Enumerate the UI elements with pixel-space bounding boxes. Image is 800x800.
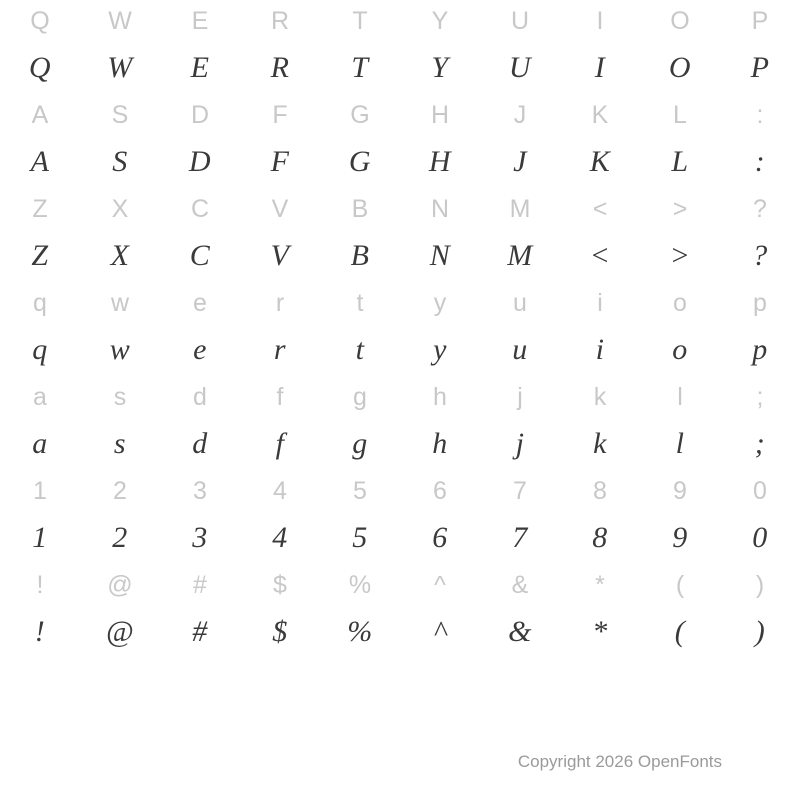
keycap-character: 4 — [273, 476, 287, 505]
glyph-character: p — [752, 333, 768, 366]
glyph-character: S — [112, 145, 128, 178]
keycap-cell — [560, 284, 640, 322]
keycap-character: p — [753, 288, 767, 317]
glyph-cell — [80, 322, 160, 378]
glyph-character: 1 — [32, 521, 48, 554]
keycap-row — [0, 190, 800, 228]
glyph-character: M — [507, 239, 533, 272]
glyph-cell — [400, 322, 480, 378]
keycap-character: e — [193, 288, 207, 317]
keycap-character: ! — [36, 570, 44, 599]
glyph-cell — [240, 134, 320, 190]
glyph-character: 0 — [752, 521, 768, 554]
glyph-cell — [0, 510, 80, 566]
glyph-cell — [560, 322, 640, 378]
keycap-cell — [80, 566, 160, 604]
glyph-cell — [560, 134, 640, 190]
glyph-cell — [480, 604, 560, 660]
glyph-cell — [480, 510, 560, 566]
glyph-cell — [640, 510, 720, 566]
keycap-cell — [480, 378, 560, 416]
keycap-character: I — [596, 6, 604, 35]
glyph-character: T — [351, 51, 369, 84]
keycap-character: X — [111, 194, 129, 223]
glyph-cell — [400, 228, 480, 284]
keycap-row — [0, 472, 800, 510]
glyph-character: K — [589, 145, 611, 178]
keycap-character: t — [356, 288, 364, 317]
keycap-cell — [560, 96, 640, 134]
keycap-character: K — [591, 100, 609, 129]
keycap-cell — [400, 284, 480, 322]
glyph-character: F — [270, 145, 290, 178]
glyph-character: % — [347, 615, 373, 648]
glyph-cell — [240, 416, 320, 472]
glyph-character: i — [595, 333, 605, 366]
keycap-character: 0 — [753, 476, 767, 505]
keycap-character: 1 — [33, 476, 47, 505]
glyph-character: t — [355, 333, 365, 366]
glyph-cell — [720, 40, 800, 96]
glyph-row — [0, 228, 800, 284]
glyph-cell — [560, 40, 640, 96]
keycap-character: 3 — [193, 476, 207, 505]
glyph-character: B — [350, 239, 370, 272]
keycap-cell — [160, 284, 240, 322]
keycap-cell — [480, 96, 560, 134]
keycap-cell — [640, 2, 720, 40]
glyph-character: s — [113, 427, 127, 460]
glyph-character: y — [433, 333, 447, 366]
glyph-character: W — [107, 51, 133, 84]
keycap-character: A — [31, 100, 49, 129]
glyph-character: > — [669, 239, 691, 272]
keycap-cell — [80, 284, 160, 322]
keycap-character: u — [513, 288, 527, 317]
glyph-character: E — [190, 51, 210, 84]
glyph-row — [0, 40, 800, 96]
glyph-character: w — [109, 333, 131, 366]
keycap-character: < — [592, 194, 608, 223]
keycap-character: 2 — [113, 476, 127, 505]
glyph-character: d — [192, 427, 208, 460]
keycap-cell — [0, 378, 80, 416]
glyph-character: h — [432, 427, 448, 460]
glyph-character: P — [750, 51, 770, 84]
keycap-row — [0, 284, 800, 322]
glyph-cell — [720, 416, 800, 472]
keycap-character: S — [111, 100, 129, 129]
keycap-character: 5 — [353, 476, 367, 505]
glyph-cell — [0, 40, 80, 96]
glyph-character: C — [189, 239, 211, 272]
glyph-character: e — [193, 333, 207, 366]
glyph-character: O — [668, 51, 692, 84]
glyph-cell — [0, 416, 80, 472]
glyph-cell — [320, 510, 400, 566]
glyph-character: G — [348, 145, 372, 178]
keycap-character: Q — [30, 6, 50, 35]
glyph-character: @ — [105, 615, 135, 648]
keycap-row — [0, 566, 800, 604]
glyph-cell — [640, 134, 720, 190]
keycap-character: D — [190, 100, 210, 129]
keycap-cell — [400, 2, 480, 40]
keycap-cell — [480, 284, 560, 322]
glyph-character: 5 — [352, 521, 368, 554]
keycap-cell — [160, 2, 240, 40]
glyph-character: J — [513, 145, 527, 178]
glyph-cell — [320, 134, 400, 190]
glyph-character: * — [592, 615, 608, 648]
glyph-cell — [400, 510, 480, 566]
glyph-cell — [640, 604, 720, 660]
glyph-cell — [240, 228, 320, 284]
glyph-cell — [720, 134, 800, 190]
keycap-cell — [320, 378, 400, 416]
keycap-character: $ — [273, 570, 287, 599]
keycap-cell — [320, 284, 400, 322]
glyph-character: U — [508, 51, 532, 84]
keycap-cell — [720, 190, 800, 228]
glyph-cell — [320, 40, 400, 96]
glyph-character: A — [30, 145, 50, 178]
glyph-cell — [80, 40, 160, 96]
glyph-character: ? — [752, 239, 768, 272]
keycap-character: i — [597, 288, 603, 317]
keycap-character: ^ — [434, 570, 446, 599]
glyph-cell — [80, 604, 160, 660]
glyph-character: 8 — [592, 521, 608, 554]
glyph-character: g — [352, 427, 368, 460]
keycap-cell — [320, 96, 400, 134]
glyph-character: k — [593, 427, 607, 460]
keycap-character: : — [756, 100, 764, 129]
glyph-cell — [560, 416, 640, 472]
glyph-character: 2 — [112, 521, 128, 554]
keycap-character: B — [351, 194, 369, 223]
glyph-character: R — [270, 51, 290, 84]
glyph-character: j — [515, 427, 525, 460]
keycap-cell — [640, 566, 720, 604]
glyph-character: ( — [674, 615, 686, 648]
keycap-character: o — [673, 288, 687, 317]
glyph-cell — [480, 322, 560, 378]
glyph-cell — [560, 228, 640, 284]
glyph-character: ) — [754, 615, 766, 648]
keycap-character: & — [511, 570, 529, 599]
keycap-character: E — [191, 6, 209, 35]
keycap-cell — [160, 472, 240, 510]
glyph-cell — [720, 322, 800, 378]
glyph-cell — [160, 134, 240, 190]
glyph-cell — [560, 510, 640, 566]
glyph-character: o — [672, 333, 688, 366]
keycap-cell — [80, 2, 160, 40]
glyph-cell — [240, 322, 320, 378]
copyright-notice: Copyright 2026 OpenFonts — [517, 752, 722, 771]
keycap-cell — [320, 190, 400, 228]
keycap-cell — [0, 472, 80, 510]
glyph-cell — [160, 40, 240, 96]
glyph-cell — [0, 228, 80, 284]
keycap-character: s — [113, 382, 127, 411]
keycap-character: k — [593, 382, 607, 411]
glyph-cell — [400, 604, 480, 660]
keycap-character: W — [108, 6, 132, 35]
keycap-cell — [560, 378, 640, 416]
keycap-cell — [560, 472, 640, 510]
glyph-cell — [160, 322, 240, 378]
keycap-cell — [320, 472, 400, 510]
keycap-character: # — [193, 570, 207, 599]
keycap-character: J — [513, 100, 527, 129]
keycap-cell — [240, 378, 320, 416]
keycap-cell — [0, 566, 80, 604]
keycap-cell — [80, 96, 160, 134]
keycap-character: l — [677, 382, 683, 411]
keycap-cell — [400, 190, 480, 228]
glyph-character: Q — [28, 51, 52, 84]
keycap-cell — [640, 284, 720, 322]
keycap-character: g — [353, 382, 367, 411]
keycap-character: H — [430, 100, 450, 129]
keycap-cell — [720, 472, 800, 510]
keycap-character: P — [751, 6, 769, 35]
keycap-cell — [560, 2, 640, 40]
keycap-character: U — [510, 6, 530, 35]
keycap-character: N — [430, 194, 450, 223]
glyph-cell — [640, 40, 720, 96]
keycap-cell — [720, 284, 800, 322]
keycap-cell — [720, 566, 800, 604]
glyph-cell — [400, 134, 480, 190]
keycap-cell — [320, 566, 400, 604]
glyph-cell — [240, 40, 320, 96]
keycap-cell — [160, 96, 240, 134]
keycap-row — [0, 2, 800, 40]
glyph-character: Z — [31, 239, 49, 272]
keycap-cell — [160, 566, 240, 604]
glyph-character: r — [273, 333, 287, 366]
keycap-character: 7 — [513, 476, 527, 505]
keycap-cell — [720, 2, 800, 40]
keycap-character: * — [595, 570, 605, 599]
glyph-character: X — [110, 239, 130, 272]
glyph-character: f — [275, 427, 285, 460]
glyph-character: H — [428, 145, 452, 178]
glyph-cell — [320, 322, 400, 378]
keycap-cell — [80, 190, 160, 228]
glyph-character: 7 — [512, 521, 528, 554]
glyph-cell — [240, 510, 320, 566]
glyph-cell — [720, 510, 800, 566]
keycap-character: 6 — [433, 476, 447, 505]
keycap-character: C — [190, 194, 210, 223]
glyph-character: $ — [272, 615, 288, 648]
keycap-cell — [400, 96, 480, 134]
keycap-character: M — [509, 194, 531, 223]
glyph-character: q — [32, 333, 48, 366]
glyph-character: : — [754, 145, 766, 178]
keycap-character: Z — [32, 194, 48, 223]
keycap-character: f — [276, 382, 284, 411]
keycap-character: O — [670, 6, 690, 35]
glyph-character: & — [508, 615, 532, 648]
glyph-character: 4 — [272, 521, 288, 554]
keycap-cell — [480, 2, 560, 40]
keycap-cell — [80, 472, 160, 510]
glyph-character: N — [429, 239, 451, 272]
keycap-cell — [0, 284, 80, 322]
keycap-cell — [240, 2, 320, 40]
keycap-cell — [560, 566, 640, 604]
keycap-character: G — [350, 100, 370, 129]
glyph-character: Y — [431, 51, 449, 84]
glyph-row — [0, 134, 800, 190]
glyph-character: ; — [754, 427, 766, 460]
keycap-cell — [480, 566, 560, 604]
keycap-character: ; — [756, 382, 764, 411]
keycap-row — [0, 96, 800, 134]
keycap-cell — [400, 566, 480, 604]
keycap-cell — [160, 190, 240, 228]
keycap-character: 8 — [593, 476, 607, 505]
keycap-character: @ — [107, 570, 133, 599]
keycap-cell — [320, 2, 400, 40]
glyph-cell — [720, 228, 800, 284]
keycap-character: q — [33, 288, 47, 317]
glyph-cell — [400, 416, 480, 472]
keycap-character: ( — [675, 570, 685, 599]
keycap-character: % — [348, 570, 372, 599]
glyph-cell — [480, 40, 560, 96]
keycap-cell — [0, 96, 80, 134]
glyph-cell — [80, 228, 160, 284]
keycap-character: j — [517, 382, 523, 411]
glyph-cell — [320, 604, 400, 660]
glyph-cell — [80, 134, 160, 190]
glyph-cell — [480, 416, 560, 472]
keycap-character: h — [433, 382, 447, 411]
glyph-character: I — [594, 51, 606, 84]
glyph-cell — [240, 604, 320, 660]
glyph-character: a — [32, 427, 48, 460]
glyph-character: ! — [34, 615, 46, 648]
keycap-cell — [240, 284, 320, 322]
glyph-cell — [720, 604, 800, 660]
keycap-character: a — [33, 382, 47, 411]
glyph-character: u — [512, 333, 528, 366]
glyph-cell — [0, 134, 80, 190]
keycap-cell — [640, 190, 720, 228]
glyph-character: 3 — [192, 521, 208, 554]
glyph-row — [0, 510, 800, 566]
glyph-character: L — [671, 145, 689, 178]
keycap-cell — [160, 378, 240, 416]
glyph-row — [0, 604, 800, 660]
glyph-cell — [640, 228, 720, 284]
glyph-cell — [320, 228, 400, 284]
glyph-cell — [480, 228, 560, 284]
keycap-character: d — [193, 382, 207, 411]
glyph-character: D — [188, 145, 212, 178]
keycap-cell — [560, 190, 640, 228]
keycap-character: L — [673, 100, 687, 129]
glyph-row — [0, 322, 800, 378]
glyph-cell — [160, 228, 240, 284]
keycap-character: y — [433, 288, 447, 317]
glyph-character: l — [675, 427, 685, 460]
keycap-cell — [480, 472, 560, 510]
keycap-cell — [0, 2, 80, 40]
glyph-character: 6 — [432, 521, 448, 554]
keycap-character: T — [352, 6, 368, 35]
keycap-cell — [240, 472, 320, 510]
glyph-character: V — [270, 239, 290, 272]
glyph-cell — [0, 604, 80, 660]
keycap-cell — [240, 566, 320, 604]
keycap-cell — [240, 96, 320, 134]
glyph-cell — [560, 604, 640, 660]
keycap-character: ) — [755, 570, 765, 599]
glyph-cell — [400, 40, 480, 96]
keycap-cell — [240, 190, 320, 228]
keycap-cell — [640, 378, 720, 416]
glyph-character: < — [589, 239, 611, 272]
glyph-row — [0, 416, 800, 472]
keycap-character: ? — [753, 194, 767, 223]
keycap-character: w — [110, 288, 130, 317]
glyph-cell — [640, 416, 720, 472]
keycap-cell — [720, 378, 800, 416]
keycap-row — [0, 378, 800, 416]
glyph-cell — [640, 322, 720, 378]
keycap-character: R — [270, 6, 290, 35]
glyph-cell — [320, 416, 400, 472]
glyph-character: ^ — [433, 615, 447, 648]
glyph-cell — [160, 604, 240, 660]
glyph-cell — [480, 134, 560, 190]
keycap-cell — [720, 96, 800, 134]
keycap-cell — [640, 472, 720, 510]
keycap-character: > — [672, 194, 688, 223]
keycap-character: r — [275, 288, 285, 317]
keycap-cell — [0, 190, 80, 228]
keycap-character: F — [272, 100, 288, 129]
glyph-cell — [160, 416, 240, 472]
glyph-cell — [80, 510, 160, 566]
keycap-cell — [80, 378, 160, 416]
keycap-cell — [400, 378, 480, 416]
glyph-character: # — [192, 615, 208, 648]
keycap-character: V — [271, 194, 289, 223]
keycap-cell — [640, 96, 720, 134]
glyph-character: 9 — [672, 521, 688, 554]
keycap-character: Y — [431, 6, 449, 35]
keycap-character: 9 — [673, 476, 687, 505]
glyph-cell — [160, 510, 240, 566]
keycap-cell — [480, 190, 560, 228]
glyph-cell — [0, 322, 80, 378]
keycap-cell — [400, 472, 480, 510]
glyph-cell — [80, 416, 160, 472]
